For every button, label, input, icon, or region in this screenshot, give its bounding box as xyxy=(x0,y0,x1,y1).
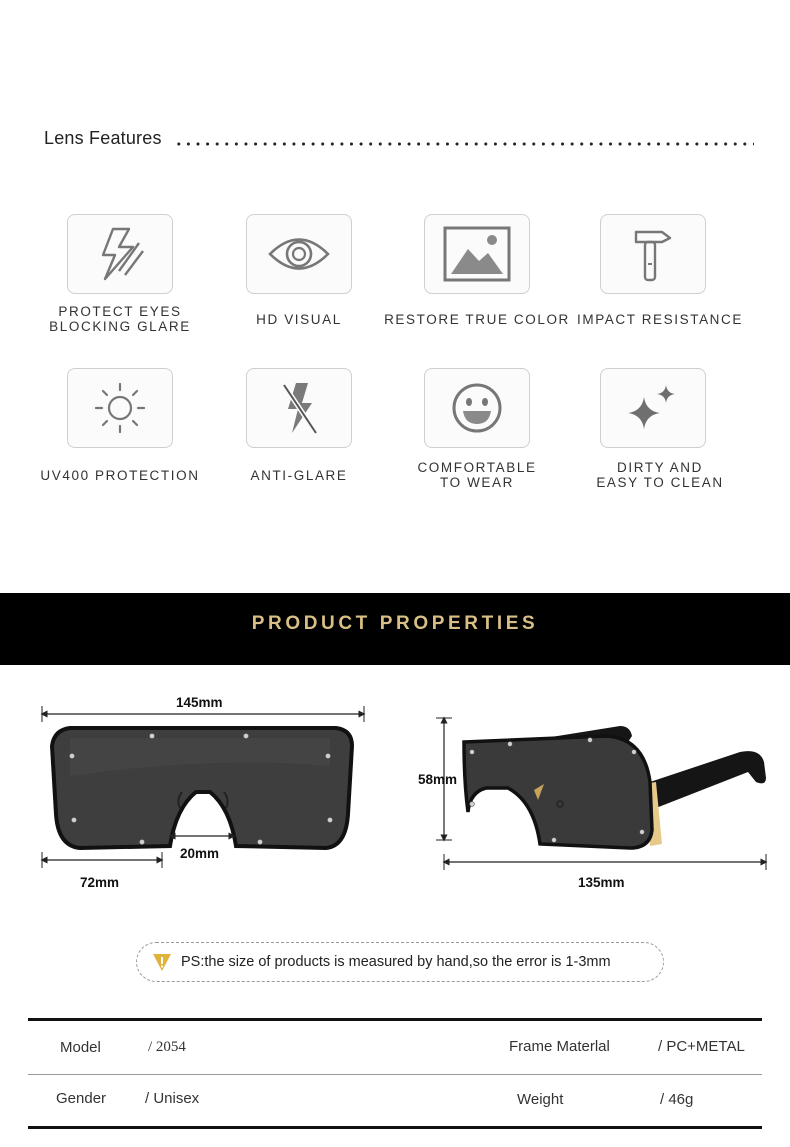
frame-material-label: Frame Materlal xyxy=(509,1038,610,1055)
feature-label: PROTECT EYES BLOCKING GLARE xyxy=(49,304,191,334)
measurement-note-text: PS:the size of products is measured by hand,so the error is 1-3mm xyxy=(181,954,611,970)
weight-value: / 46g xyxy=(660,1091,694,1108)
feature-label: ANTI-GLARE xyxy=(250,468,348,483)
image-icon xyxy=(424,214,530,294)
side-view-diagram xyxy=(430,712,775,872)
sun-icon xyxy=(67,368,173,448)
table-row-divider xyxy=(28,1074,762,1075)
feature-label: DIRTY AND EASY TO CLEAN xyxy=(596,460,724,490)
hammer-icon xyxy=(600,214,706,294)
feature-label: IMPACT RESISTANCE xyxy=(577,312,743,327)
sparkle-icon xyxy=(600,368,706,448)
banner-title: PRODUCT PROPERTIES xyxy=(251,613,539,634)
total-width-label: 145mm xyxy=(176,695,223,710)
measurement-note xyxy=(136,942,664,982)
feature-hd-visual xyxy=(204,214,394,344)
lens-width-label: 72mm xyxy=(80,875,120,890)
eye-icon xyxy=(246,214,352,294)
feature-label: COMFORTABLE TO WEAR xyxy=(417,460,537,490)
smile-icon xyxy=(424,368,530,448)
feature-label: UV400 PROTECTION xyxy=(40,468,200,483)
table-bottom-rule xyxy=(28,1126,762,1129)
dotted-divider xyxy=(174,142,754,146)
model-value: / 2054 xyxy=(148,1039,186,1055)
lens-height-label: 58mm xyxy=(418,772,458,787)
feature-protect-eyes xyxy=(25,214,215,344)
feature-impact-resistance xyxy=(565,214,755,344)
product-properties-banner xyxy=(0,593,790,665)
bridge-width-label: 20mm xyxy=(180,846,220,861)
lens-features-title: Lens Features xyxy=(44,128,162,148)
feature-restore-color xyxy=(382,214,572,344)
warning-icon xyxy=(151,952,173,972)
feature-anti-glare xyxy=(204,368,394,498)
feature-label: HD VISUAL xyxy=(256,312,342,327)
weight-label: Weight xyxy=(517,1091,564,1108)
temple-length-label: 135mm xyxy=(578,875,625,890)
front-view-diagram xyxy=(30,696,380,896)
model-label: Model xyxy=(60,1039,101,1056)
feature-comfortable xyxy=(382,368,572,498)
feature-easy-clean xyxy=(565,368,755,498)
no-lightning-icon xyxy=(246,368,352,448)
table-top-rule xyxy=(28,1018,762,1021)
feature-uv400 xyxy=(25,368,215,498)
feature-label: RESTORE TRUE COLOR xyxy=(384,312,570,327)
frame-material-value: / PC+METAL xyxy=(658,1038,745,1055)
gender-value: / Unisex xyxy=(145,1090,200,1107)
gender-label: Gender xyxy=(56,1090,107,1107)
lightning-icon xyxy=(67,214,173,294)
